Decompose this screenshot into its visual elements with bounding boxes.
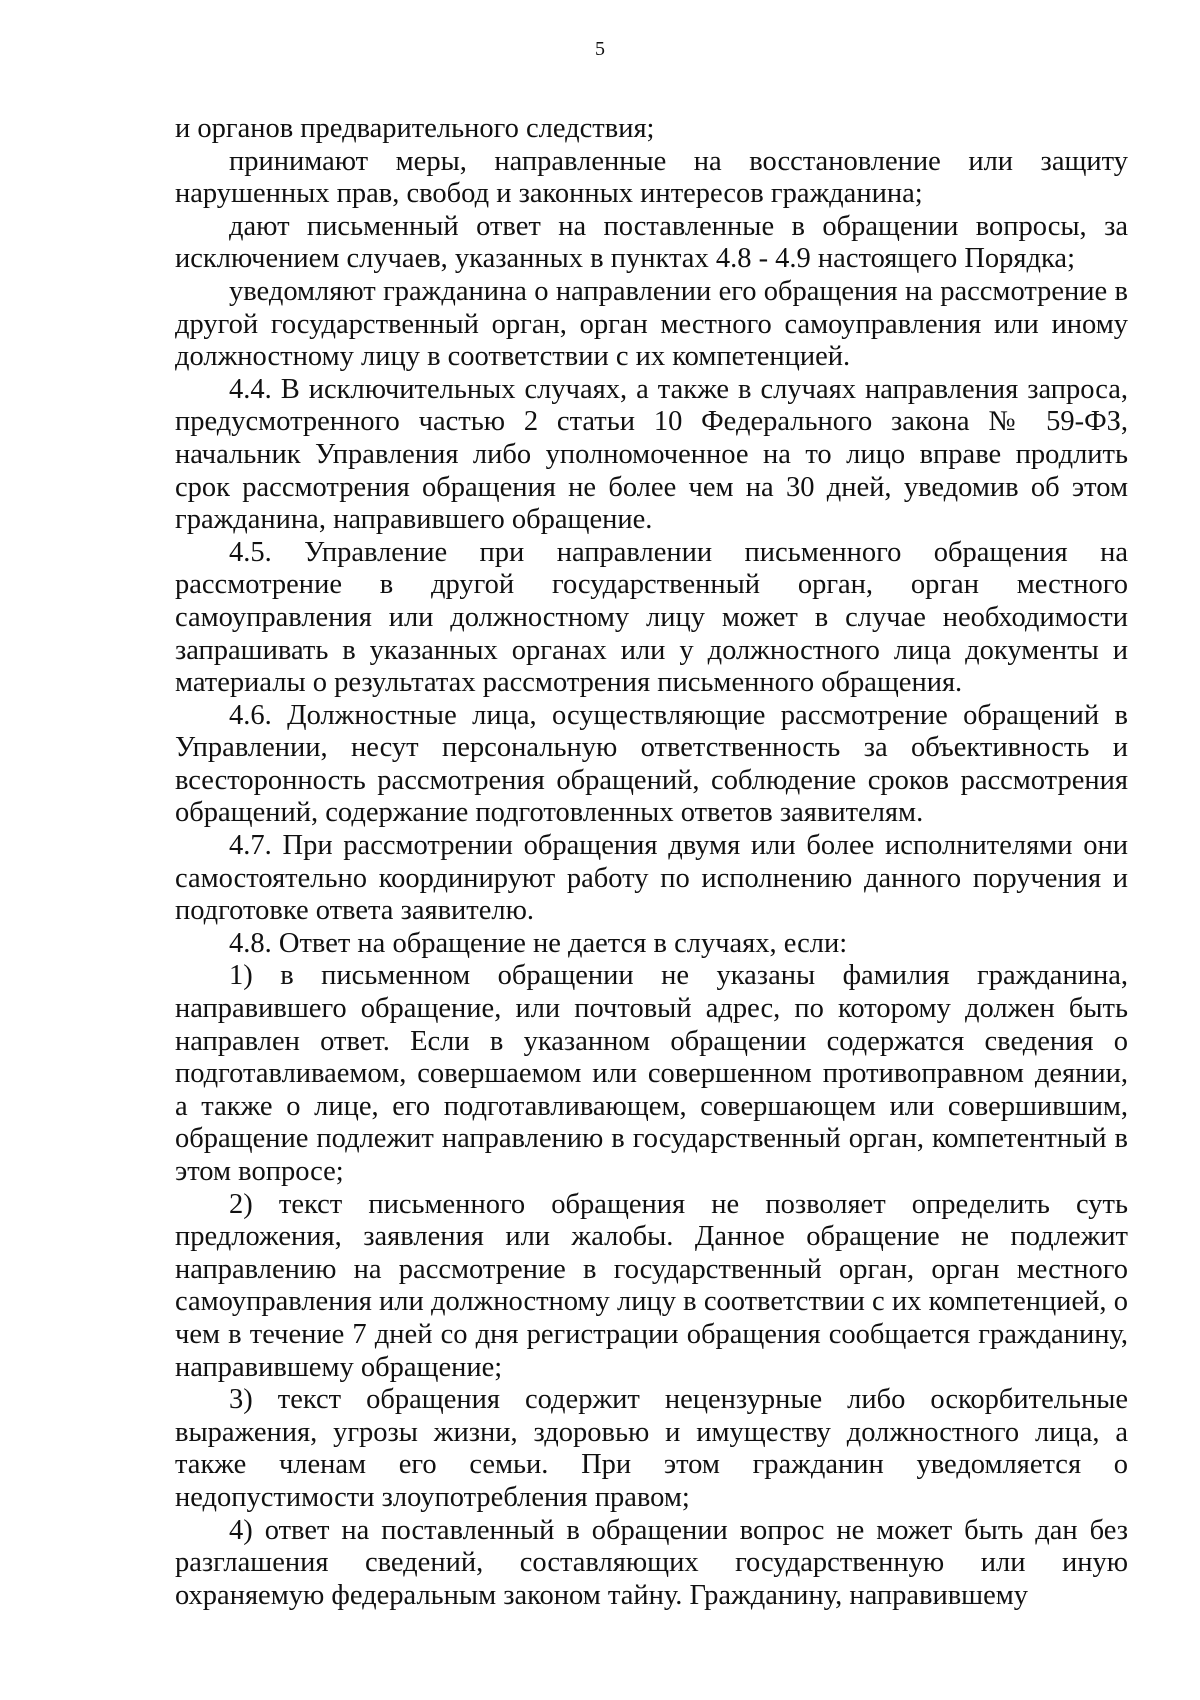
paragraph-take-measures: принимают меры, направленные на восстановление или защиту нарушенных прав, свобод и законных интересов гражданина; (175, 145, 1128, 210)
document-body (175, 113, 1128, 1612)
paragraph-4-8-item-1: 1) в письменном обращении не указаны фамилия гражданина, направившего обращение, или почтовый адрес, по которому должен быть направлен ответ. Если в указанном обращении содержатся сведения о подготавливаемом, совершаемом или совершенном противоправном деянии, а также о лице, его подготавливающем, совершающем или совершившим, обращение подлежит направлению в государственный орган, компетентный в этом вопросе; (175, 960, 1128, 1187)
paragraph-4-6: 4.6. Должностные лица, осуществляющие рассмотрение обращений в Управлении, несут персональную ответственность за объективность и всесторонность рассмотрения обращений, соблюдение сроков рассмотрения обращений, содержание подготовленных ответов заявителям. (175, 699, 1128, 829)
paragraph-4-7: 4.7. При рассмотрении обращения двумя или более исполнителями они самостоятельно координируют работу по исполнению данного поручения и подготовке ответа заявителю. (175, 830, 1128, 927)
paragraph-4-5: 4.5. Управление при направлении письменного обращения на рассмотрение в другой государственный орган, орган местного самоуправления или должностному лицу может в случае необходимости запрашивать в указанных органах или у должностного лица документы и материалы о результатах рассмотрения письменного обращения. (175, 536, 1128, 699)
paragraph-4-8-item-2: 2) текст письменного обращения не позволяет определить суть предложения, заявления или жалобы. Данное обращение не подлежит направлению на рассмотрение в государственный орган, орган местного самоуправления или должностному лицу в соответствии с их компетенцией, о чем в течение 7 дней со дня регистрации обращения сообщается гражданину, направившему обращение; (175, 1188, 1128, 1383)
paragraph-continuation: и органов предварительного следствия; (175, 113, 655, 144)
paragraph-4-8: 4.8. Ответ на обращение не дается в случаях, если: (229, 927, 848, 959)
paragraph-4-8-item-4: 4) ответ на поставленный в обращении вопрос не может быть дан без разглашения сведений, составляющих государственную или иную охраняемую федеральным законом тайну. Гражданину, направившему (175, 1514, 1128, 1611)
paragraph-written-answer: дают письменный ответ на поставленные в обращении вопросы, за исключением случаев, указанных в пунктах 4.8 - 4.9 настоящего Порядка; (175, 210, 1128, 275)
page-number: 5 (595, 38, 605, 60)
paragraph-notify-citizen: уведомляют гражданина о направлении его обращения на рассмотрение в другой государственный орган, орган местного самоуправления или иному должностному лицу в соответствии с их компетенцией. (175, 275, 1128, 373)
paragraph-4-8-item-3: 3) текст обращения содержит нецензурные либо оскорбительные выражения, угрозы жизни, здоровью и имуществу должностного лица, а также членам его семьи. При этом гражданин уведомляется о недопустимости злоупотребления правом; (175, 1384, 1128, 1513)
paragraph-4-4: 4.4. В исключительных случаях, а также в случаях направления запроса, предусмотренного частью 2 статьи 10 Федерального закона № 59-ФЗ, начальник Управления либо уполномоченное на то лицо вправе продлить срок рассмотрения обращения не более чем на 30 дней, уведомив об этом гражданина, направившего обращение. (175, 373, 1128, 536)
